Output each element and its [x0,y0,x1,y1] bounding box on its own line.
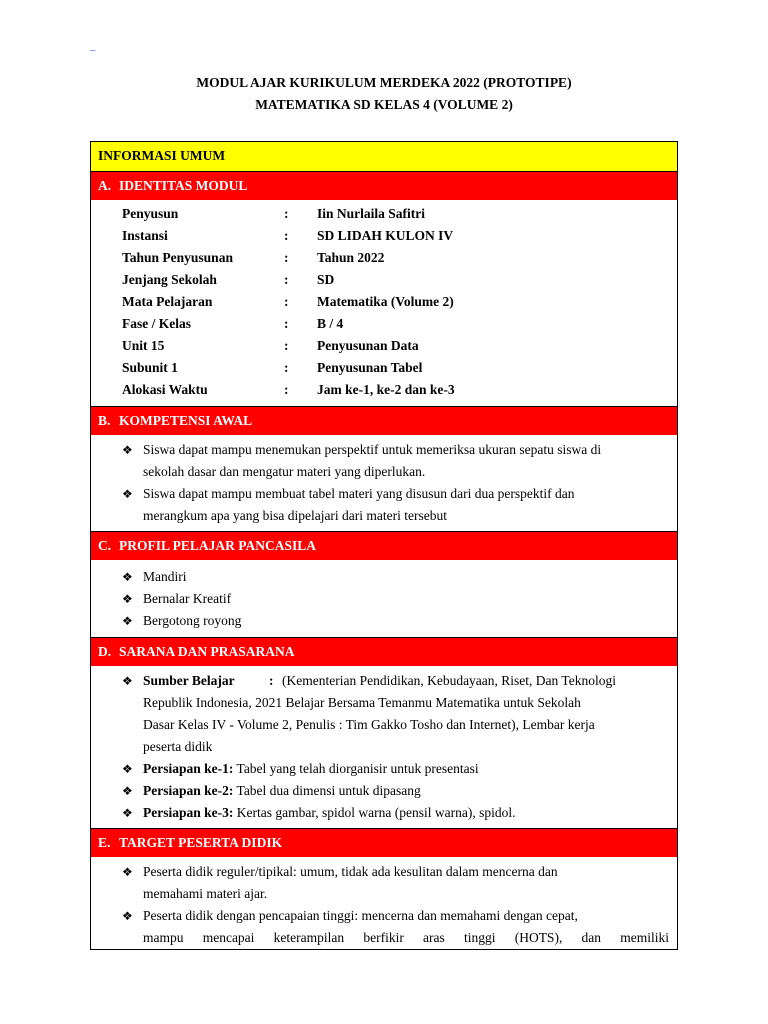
item-text: Peserta didik dengan pencapaian tinggi: mencerna dan memahami dengan cepat, [143,908,578,923]
item-text: Kertas gambar, spidol warna (pensil warna), spidol. [236,805,516,820]
list-item [122,566,669,588]
identity-value: SD [317,272,335,287]
identity-list [91,200,677,406]
section-title: IDENTITAS MODUL [119,178,248,193]
sumber-line [143,670,669,692]
section-a-header [91,171,677,200]
section-letter: C. [98,538,112,553]
identity-colon: : [284,294,289,309]
section-letter: E. [98,835,111,850]
target-list [91,857,677,949]
section-letter: D. [98,644,112,659]
list-item [122,861,669,905]
list-item [122,780,669,802]
diamond-bullet-icon: ❖ [122,784,133,798]
top-link[interactable]: _ [90,40,96,52]
identity-row [122,335,677,357]
list-item [122,439,669,483]
identity-value: Penyusunan Data [317,338,419,353]
item-text: memahami materi ajar. [143,886,268,901]
section-letter: A. [98,178,112,193]
identity-label: Subunit 1 [122,360,178,375]
identity-colon: : [284,360,289,375]
identity-colon: : [284,382,289,397]
identity-value: SD LIDAH KULON IV [317,228,454,243]
item-label: Persiapan ke-2: [143,783,234,798]
list-item [122,483,669,527]
identity-value: Tahun 2022 [317,250,385,265]
list-item [122,610,669,632]
identity-row [122,357,677,379]
identity-label: Penyusun [122,206,179,221]
item-text: Bernalar Kreatif [143,591,232,606]
diamond-bullet-icon: ❖ [122,570,133,584]
diamond-bullet-icon: ❖ [122,614,133,628]
section-title: SARANA DAN PRASARANA [119,644,295,659]
list-item [122,905,669,949]
diamond-bullet-icon: ❖ [122,806,133,820]
identity-value: Jam ke-1, ke-2 dan ke-3 [317,382,455,397]
identity-row [122,247,677,269]
list-item [122,802,669,824]
document-title: MODUL AJAR KURIKULUM MERDEKA 2022 (PROTOTIPE) [196,75,572,90]
list-item [122,670,669,758]
section-e-header [91,828,677,857]
item-text: (Kementerian Pendidikan, Kebudayaan, Riset, Dan Teknologi [282,673,616,688]
identity-colon: : [284,206,289,221]
kompetensi-list [91,435,677,531]
identity-row [122,269,677,291]
module-table [90,141,678,950]
item-label: Persiapan ke-1: [143,761,234,776]
section-letter: B. [98,413,111,428]
identity-label: Tahun Penyusunan [122,250,233,265]
identity-colon: : [284,228,289,243]
identity-label: Alokasi Waktu [122,382,208,397]
item-text: Tabel dua dimensi untuk dipasang [236,783,421,798]
item-text: sekolah dasar dan mengatur materi yang diperlukan. [143,464,426,479]
identity-value: B / 4 [317,316,344,331]
section-title: TARGET PESERTA DIDIK [119,835,283,850]
item-text: Siswa dapat mampu menemukan perspektif untuk memeriksa ukuran sepatu siswa di [143,442,602,457]
identity-label: Mata Pelajaran [122,294,213,309]
identity-colon: : [284,338,289,353]
diamond-bullet-icon: ❖ [122,674,133,688]
identity-row [122,291,677,313]
identity-row [122,313,677,335]
item-text: mampu mencapai keterampilan berfikir aras tinggi (HOTS), dan memiliki [143,930,669,945]
item-text: Peserta didik reguler/tipikal: umum, tidak ada kesulitan dalam mencerna dan [143,864,558,879]
item-label: Sumber Belajar [143,673,235,688]
item-text: merangkum apa yang bisa dipelajari dari materi tersebut [143,508,448,523]
identity-label: Fase / Kelas [122,316,191,331]
identity-colon: : [284,250,289,265]
item-text: Tabel yang telah diorganisir untuk presentasi [236,761,479,776]
diamond-bullet-icon: ❖ [122,865,133,879]
sarana-list [91,666,677,828]
section-title: KOMPETENSI AWAL [119,413,253,428]
item-text: Republik Indonesia, 2021 Belajar Bersama Temanmu Matematika untuk Sekolah [143,695,581,710]
diamond-bullet-icon: ❖ [122,443,133,457]
info-umum-header: INFORMASI UMUM [91,142,677,171]
item-text: Dasar Kelas IV - Volume 2, Penulis : Tim Gakko Tosho dan Internet), Lembar kerja [143,717,595,732]
section-c-header [91,531,677,560]
section-title: PROFIL PELAJAR PANCASILA [119,538,317,553]
list-item [122,588,669,610]
identity-row [122,379,677,401]
item-text: Siswa dapat mampu membuat tabel materi yang disusun dari dua perspektif dan [143,486,575,501]
profil-list [91,560,677,637]
list-item [122,758,669,780]
item-text: Mandiri [143,569,187,584]
identity-row [122,225,677,247]
section-d-header [91,637,677,666]
diamond-bullet-icon: ❖ [122,487,133,501]
diamond-bullet-icon: ❖ [122,909,133,923]
item-label: Persiapan ke-3: [143,805,234,820]
identity-value: Penyusunan Tabel [317,360,423,375]
identity-value: Matematika (Volume 2) [317,294,454,309]
identity-value: Iin Nurlaila Safitri [317,206,426,221]
section-b-header [91,406,677,435]
identity-colon: : [284,316,289,331]
identity-label: Jenjang Sekolah [122,272,217,287]
identity-colon: : [284,272,289,287]
diamond-bullet-icon: ❖ [122,762,133,776]
item-text: Bergotong royong [143,613,242,628]
document-subtitle: MATEMATIKA SD KELAS 4 (VOLUME 2) [255,97,513,112]
identity-label: Instansi [122,228,168,243]
identity-label: Unit 15 [122,338,165,353]
item-colon: : [269,673,274,688]
item-text: peserta didik [143,739,213,754]
diamond-bullet-icon: ❖ [122,592,133,606]
identity-row [122,203,677,225]
